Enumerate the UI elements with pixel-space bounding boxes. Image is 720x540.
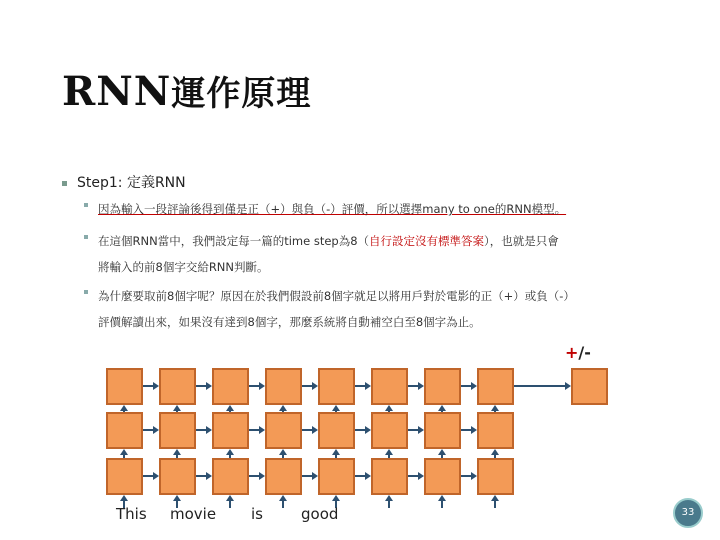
horizontal-arrow (249, 429, 259, 431)
rnn-cell (371, 368, 408, 405)
rnn-cell (265, 412, 302, 449)
arrow-head-icon (226, 405, 234, 411)
arrow-head-icon (385, 495, 393, 501)
rnn-cell (106, 458, 143, 495)
rnn-cell (159, 458, 196, 495)
input-arrow (282, 500, 284, 508)
horizontal-arrow (143, 429, 153, 431)
rnn-cell (424, 412, 461, 449)
title-en: RNN (62, 68, 172, 115)
horizontal-arrow (408, 385, 418, 387)
rnn-cell (318, 412, 355, 449)
rnn-cell (265, 368, 302, 405)
rnn-cell (477, 458, 514, 495)
output-arrow (514, 385, 565, 387)
rnn-cell (212, 412, 249, 449)
rnn-cell (477, 412, 514, 449)
horizontal-arrow (249, 475, 259, 477)
horizontal-arrow (408, 429, 418, 431)
arrow-head-icon (385, 449, 393, 455)
bullet-text-line2: 將輸入的前8個字交給RNN判斷。 (98, 260, 269, 274)
rnn-cell (477, 368, 514, 405)
arrow-head-icon (385, 405, 393, 411)
horizontal-arrow (196, 429, 206, 431)
bullet-text-line2: 評價解讀出來，如果沒有達到8個字，那麼系統將自動補空白至8個字為止。 (98, 315, 481, 329)
bullet-item (84, 196, 664, 222)
bullet-item (84, 283, 664, 335)
horizontal-arrow (143, 385, 153, 387)
arrow-head-icon (491, 449, 499, 455)
input-arrow (441, 500, 443, 508)
arrow-head-icon (438, 405, 446, 411)
input-arrow (494, 500, 496, 508)
arrow-head-icon (279, 495, 287, 501)
rnn-cell (159, 412, 196, 449)
bullet-text-pre: 在這個RNN當中，我們設定每一篇的time step為8（ (98, 234, 370, 248)
bullet-text-post: ），也就是只會 (484, 234, 559, 248)
arrow-head-icon (279, 405, 287, 411)
rnn-cell (424, 368, 461, 405)
page-title (62, 66, 311, 115)
input-word: This (116, 505, 147, 523)
rnn-cell (265, 458, 302, 495)
rnn-cell (318, 368, 355, 405)
arrow-head-icon (173, 495, 181, 501)
rnn-cell (159, 368, 196, 405)
arrow-head-icon (226, 449, 234, 455)
horizontal-arrow (196, 385, 206, 387)
arrow-head-icon (120, 449, 128, 455)
bullet-square-icon (84, 290, 88, 294)
rnn-cell (424, 458, 461, 495)
arrow-head-icon (120, 405, 128, 411)
arrow-head-icon (438, 449, 446, 455)
arrow-head-icon (279, 449, 287, 455)
rnn-cell (106, 368, 143, 405)
input-word-highlight: good (301, 505, 339, 523)
bullet-square-icon (84, 235, 88, 239)
rnn-cell (371, 458, 408, 495)
input-arrow (388, 500, 390, 508)
bullet-text-line1: 為什麼要取前8個字呢？原因在於我們假設前8個字就足以將用戶對於電影的正（+）或負（-） (98, 289, 575, 303)
page-number-badge: 33 (673, 498, 703, 528)
rnn-cell (212, 458, 249, 495)
rnn-cell (371, 412, 408, 449)
horizontal-arrow (196, 475, 206, 477)
input-word: movie (170, 505, 217, 523)
bullet-text: 因為輸入一段評論後得到僅是正（+）與負（-）評價，所以選擇many to one的RNN模型。 (98, 202, 567, 216)
bullet-text-highlight: 自行設定沒有標準答案 (369, 234, 485, 248)
horizontal-arrow (461, 429, 471, 431)
rnn-cell (106, 412, 143, 449)
arrow-head-icon (438, 495, 446, 501)
input-word: is (251, 505, 263, 523)
bullet-item (84, 228, 664, 280)
output-label (565, 343, 591, 362)
horizontal-arrow (355, 429, 365, 431)
horizontal-arrow (461, 475, 471, 477)
bullet-square-icon (62, 181, 67, 186)
horizontal-arrow (302, 429, 312, 431)
step-heading (62, 172, 186, 192)
horizontal-arrow (143, 475, 153, 477)
output-minus: /- (578, 343, 591, 362)
arrow-head-icon (491, 495, 499, 501)
arrow-head-icon (332, 449, 340, 455)
rnn-cell (318, 458, 355, 495)
arrow-head-icon (120, 495, 128, 501)
step-text: Step1: 定義RNN (77, 175, 186, 191)
horizontal-arrow (461, 385, 471, 387)
horizontal-arrow (302, 475, 312, 477)
horizontal-arrow (249, 385, 259, 387)
bullet-square-icon (84, 203, 88, 207)
arrow-head-icon (173, 449, 181, 455)
arrow-head-icon (565, 382, 571, 390)
horizontal-arrow (408, 475, 418, 477)
input-arrow (229, 500, 231, 508)
horizontal-arrow (355, 385, 365, 387)
rnn-cell (212, 368, 249, 405)
arrow-head-icon (332, 405, 340, 411)
output-cell (571, 368, 608, 405)
title-zh: 運作原理 (171, 74, 312, 114)
arrow-head-icon (173, 405, 181, 411)
arrow-head-icon (332, 495, 340, 501)
output-plus: + (565, 343, 579, 362)
horizontal-arrow (355, 475, 365, 477)
horizontal-arrow (302, 385, 312, 387)
arrow-head-icon (226, 495, 234, 501)
arrow-head-icon (491, 405, 499, 411)
